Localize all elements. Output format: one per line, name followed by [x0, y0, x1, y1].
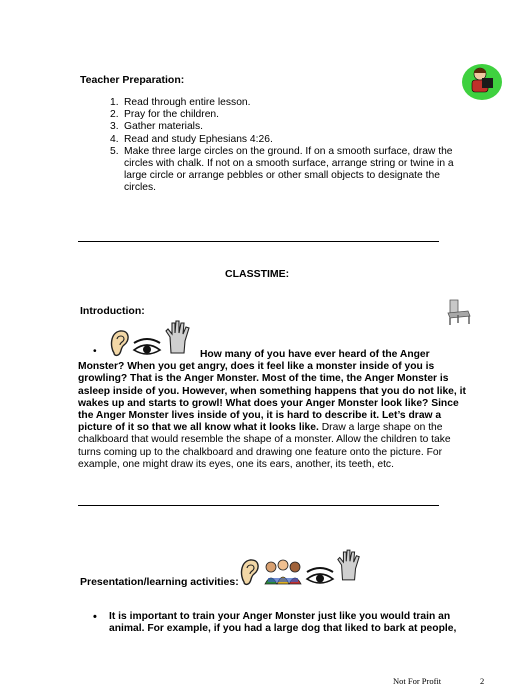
- intro-paragraph: [78, 349, 474, 471]
- presentation-paragraph: It is important to train your Anger Monster just like you would train an animal. For example, if you had a large dog that liked to bark at people,: [109, 611, 457, 635]
- children-group-icon: [262, 558, 304, 586]
- eye-icon: [305, 566, 335, 588]
- prep-item: 4. Read and study Ephesians 4:26.: [110, 133, 273, 145]
- teacher-reading-icon: [460, 62, 504, 102]
- footer-text: Not For Profit: [393, 676, 442, 686]
- prep-item: 3. Gather materials.: [110, 121, 203, 133]
- chair-icon: [444, 297, 474, 327]
- teacher-prep-heading: Teacher Preparation:: [80, 74, 185, 86]
- introduction-heading: Introduction:: [80, 305, 145, 317]
- intro-bold-text: How many of you have ever heard of the Anger Monster? When you get angry, does it feel like a monster inside of you is growling? That is the Anger Monster. Most of the time, the Anger Monster is asleep inside of you. However, when something happens that you do not like, it wakes up and starts to growl! What does your Anger Monster look like? Since the Anger Monster lives inside of you, it is hard to describe it. Let’s draw a picture of it so that we all know what it looks like.: [78, 349, 466, 434]
- hand-icon: [336, 548, 362, 582]
- teacher-prep-list: [110, 97, 455, 195]
- ear-icon: [238, 556, 262, 588]
- section-divider: [78, 241, 439, 242]
- intro-bullet: •: [93, 346, 97, 357]
- presentation-heading: Presentation/learning activities:: [80, 576, 239, 588]
- presentation-bullet: •: [93, 611, 97, 623]
- prep-item: 5. Make three large circles on the ground. If on a smooth surface, draw the circles with chalk. If not on a smooth surface, arrange string or twine in a large circle or arrange pebbles or other small objects to designate the circles.: [110, 145, 454, 194]
- page-number: 2: [480, 676, 485, 686]
- section-divider: [78, 505, 439, 506]
- prep-item: 1. Read through entire lesson.: [110, 97, 251, 108]
- classtime-heading: CLASSTIME:: [225, 268, 290, 280]
- prep-item: 2. Pray for the children.: [110, 109, 220, 121]
- intro-plain-text: Draw a large shape on the chalkboard that would resemble the shape of a monster. Allow the children to take turns coming up to the chalkboard and drawing one feature onto the picture. For example, one might draw its eyes, one its ears, another, its teeth, etc.: [78, 422, 451, 470]
